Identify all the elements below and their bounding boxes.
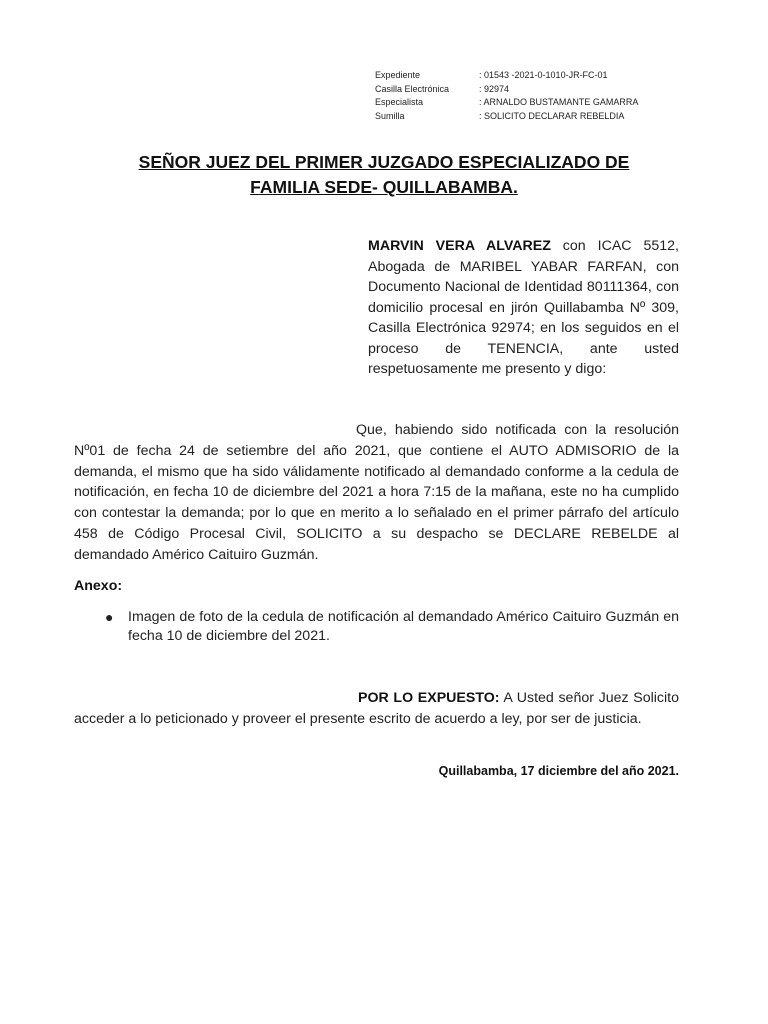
case-label: Sumilla — [375, 110, 405, 121]
title-line-1: SEÑOR JUEZ DEL PRIMER JUZGADO ESPECIALIZADO DE — [138, 152, 630, 172]
case-value: : ARNALDO BUSTAMANTE GAMARRA — [479, 97, 639, 107]
closing-lead: POR LO EXPUESTO: — [358, 690, 500, 706]
intro-paragraph — [368, 236, 679, 380]
case-info-row-casilla — [375, 83, 638, 97]
bullet-icon: ● — [105, 609, 114, 625]
anexo-list — [74, 608, 679, 646]
anexo-item-text: Imagen de foto de la cedula de notificación al demandado Américo Caituiro Guzmán en fecha 10 de diciembre del 2021. — [128, 609, 679, 644]
case-label: Especialista — [375, 97, 424, 107]
petitioner-name: MARVIN VERA ALVAREZ — [368, 238, 551, 254]
case-value: : 01543 -2021-0-1010-JR-FC-01 — [479, 70, 608, 80]
document-title — [74, 150, 694, 200]
case-value: : 92974 — [479, 83, 510, 94]
closing-text: A Usted señor Juez Solicito acceder a lo peticionado y proveer el presente escrito de acuerdo a ley, por ser de justicia. — [74, 690, 679, 727]
case-label: Casilla Electrónica — [375, 83, 450, 94]
case-info-block — [375, 69, 638, 123]
anexo-heading: Anexo: — [74, 578, 123, 594]
intro-text: con ICAC 5512, Abogada de MARIBEL YABAR FARFAN, con Documento Nacional de Identidad 80111364, con domicilio procesal en jirón Quillabamba Nº 309, Casilla Electrónica 92974; en los seguidos en el proceso de TENENCIA, ante usted respetuosamente me presento y digo: — [368, 238, 679, 377]
date-line: Quillabamba, 17 diciembre del año 2021. — [438, 764, 679, 778]
list-item — [74, 608, 679, 646]
closing-paragraph — [74, 688, 679, 730]
case-value: : SOLICITO DECLARAR REBELDIA — [479, 110, 625, 121]
body-paragraph: Que, habiendo sido notificada con la resolución Nº01 de fecha 24 de setiembre del año 2021, que contiene el AUTO ADMISORIO de la demanda, el mismo que ha sido válidamente notificado al demandado conforme a la cedula de notificación, en fecha 10 de diciembre del 2021 a hora 7:15 de la mañana, este no ha cumplido con contestar la demanda; por lo que en merito a lo señalado en el primer párrafo del artículo 458 de Código Procesal Civil, SOLICITO a su despacho se DECLARE REBELDE al demandado Américo Caituiro Guzmán. — [74, 422, 679, 563]
case-info-row-expediente — [375, 69, 638, 83]
case-info-row-especialista — [375, 96, 638, 110]
title-line-2: FAMILIA SEDE- QUILLABAMBA. — [250, 177, 518, 197]
case-label: Expediente — [375, 70, 421, 80]
case-info-row-sumilla — [375, 110, 638, 124]
